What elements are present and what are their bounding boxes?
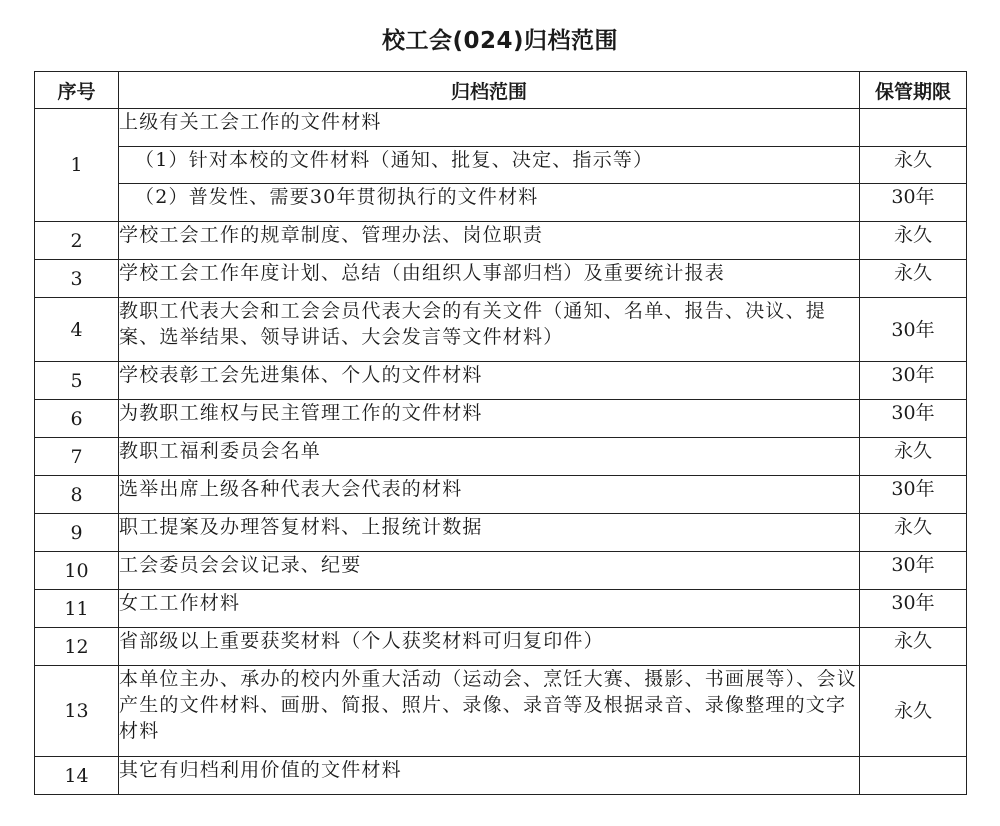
row-period: 30年 (860, 362, 967, 400)
row-num: 14 (35, 757, 119, 795)
table-row (35, 666, 967, 757)
row-period: 30年 (860, 400, 967, 438)
table-row (35, 590, 967, 628)
row-scope: （2）普发性、需要30年贯彻执行的文件材料 (119, 184, 860, 222)
row-period (860, 109, 967, 147)
row-scope: 职工提案及办理答复材料、上报统计数据 (119, 514, 860, 552)
row-num: 9 (35, 514, 119, 552)
row-period: 永久 (860, 222, 967, 260)
table-row (35, 552, 967, 590)
table-row (35, 184, 967, 222)
row-num: 8 (35, 476, 119, 514)
page-title: 校工会(024)归档范围 (381, 28, 619, 54)
row-scope: 学校工会工作年度计划、总结（由组织人事部归档）及重要统计报表 (119, 260, 860, 298)
table-row (35, 757, 967, 795)
row-scope: 省部级以上重要获奖材料（个人获奖材料可归复印件） (119, 628, 860, 666)
row-num: 3 (35, 260, 119, 298)
row-scope: 上级有关工会工作的文件材料 (119, 109, 860, 147)
row-period: 永久 (860, 514, 967, 552)
row-num: 10 (35, 552, 119, 590)
row-period (860, 757, 967, 795)
row-scope: 教职工代表大会和工会会员代表大会的有关文件（通知、名单、报告、决议、提案、选举结果、领导讲话、大会发言等文件材料） (119, 298, 860, 362)
header-period: 保管期限 (860, 72, 967, 109)
table-row (35, 514, 967, 552)
row-num: 7 (35, 438, 119, 476)
row-scope: 女工工作材料 (119, 590, 860, 628)
row-period: 永久 (860, 666, 967, 757)
archive-scope-table (34, 71, 967, 795)
row-period: 永久 (860, 628, 967, 666)
table-row (35, 476, 967, 514)
table-row (35, 222, 967, 260)
row-period: 永久 (860, 438, 967, 476)
table-row (35, 298, 967, 362)
table-row (35, 362, 967, 400)
table-row (35, 628, 967, 666)
row-scope: 本单位主办、承办的校内外重大活动（运动会、烹饪大赛、摄影、书画展等）、会议产生的文件材料、画册、简报、照片、录像、录音等及根据录音、录像整理的文字材料 (119, 666, 860, 757)
row-num: 1 (35, 109, 119, 222)
row-period: 30年 (860, 298, 967, 362)
row-scope: 其它有归档利用价值的文件材料 (119, 757, 860, 795)
row-num: 6 (35, 400, 119, 438)
row-period: 30年 (860, 184, 967, 222)
row-num: 5 (35, 362, 119, 400)
row-period: 30年 (860, 476, 967, 514)
row-scope: 选举出席上级各种代表大会代表的材料 (119, 476, 860, 514)
row-scope: 为教职工维权与民主管理工作的文件材料 (119, 400, 860, 438)
row-scope: 教职工福利委员会名单 (119, 438, 860, 476)
table-row (35, 438, 967, 476)
table-row (35, 109, 967, 147)
table-row (35, 400, 967, 438)
table-row (35, 147, 967, 184)
row-period: 30年 (860, 590, 967, 628)
row-num: 12 (35, 628, 119, 666)
row-scope: （1）针对本校的文件材料（通知、批复、决定、指示等） (119, 147, 860, 184)
row-period: 永久 (860, 147, 967, 184)
row-scope: 学校表彰工会先进集体、个人的文件材料 (119, 362, 860, 400)
row-scope: 工会委员会会议记录、纪要 (119, 552, 860, 590)
row-period: 永久 (860, 260, 967, 298)
row-num: 2 (35, 222, 119, 260)
header-num: 序号 (35, 72, 119, 109)
row-num: 4 (35, 298, 119, 362)
table-header-row (35, 72, 967, 109)
row-num: 11 (35, 590, 119, 628)
header-scope: 归档范围 (119, 72, 860, 109)
row-num: 13 (35, 666, 119, 757)
table-row (35, 260, 967, 298)
row-period: 30年 (860, 552, 967, 590)
row-scope: 学校工会工作的规章制度、管理办法、岗位职责 (119, 222, 860, 260)
